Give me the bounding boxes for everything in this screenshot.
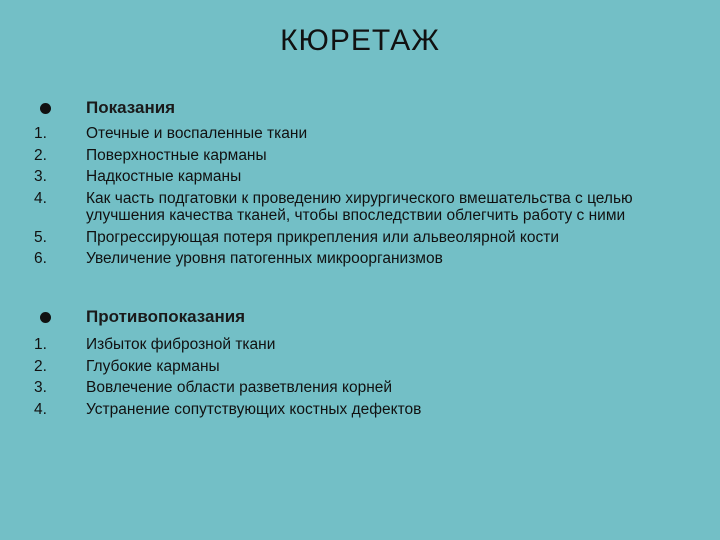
item-text: Прогрессирующая потеря прикрепления или альвеолярной кости [86,228,560,246]
item-number: 4. [34,189,47,207]
list-item [34,190,694,225]
list-item [34,401,694,419]
contraindications-heading: Противопоказания [86,307,246,326]
item-text: Отечные и воспаленные ткани [86,125,308,142]
item-text: Избыток фиброзной ткани [86,336,276,353]
contraindications-list [34,336,694,418]
item-number: 5. [34,228,47,246]
item-number: 1. [34,336,47,353]
list-item [34,358,694,376]
item-text: Надкостные карманы [86,168,242,185]
contraindications-header [34,306,694,330]
item-number: 4. [34,400,47,418]
contraindications-section [34,306,694,422]
item-text: Вовлечение области разветвления корней [86,379,393,396]
item-number: 2. [34,357,47,375]
item-number: 1. [34,125,47,142]
list-item [34,229,694,247]
item-text: Как часть подгатовки к проведению хирургического вмешательства с целью улучшения качества тканей, чтобы впоследствии облегчить работу с ними [86,189,633,224]
item-number: 3. [34,379,47,396]
item-text: Глубокие карманы [86,357,220,375]
list-item [34,336,694,354]
list-item [34,250,694,268]
item-number: 2. [34,146,47,164]
item-number: 3. [34,168,47,185]
bullet-icon [40,103,51,114]
indications-list [34,125,694,268]
list-item [34,168,694,186]
bullet-icon [40,312,51,323]
indications-section [34,97,694,272]
list-item [34,379,694,397]
item-number: 6. [34,250,47,267]
list-item [34,125,694,143]
item-text: Поверхностные карманы [86,146,267,164]
item-text: Устранение сопутствующих костных дефектов [86,400,422,418]
indications-header [34,97,694,121]
slide-title: КЮРЕТАЖ [280,24,440,57]
list-item [34,147,694,165]
indications-heading: Показания [86,98,176,117]
item-text: Увеличение уровня патогенных микроорганизмов [86,250,443,267]
